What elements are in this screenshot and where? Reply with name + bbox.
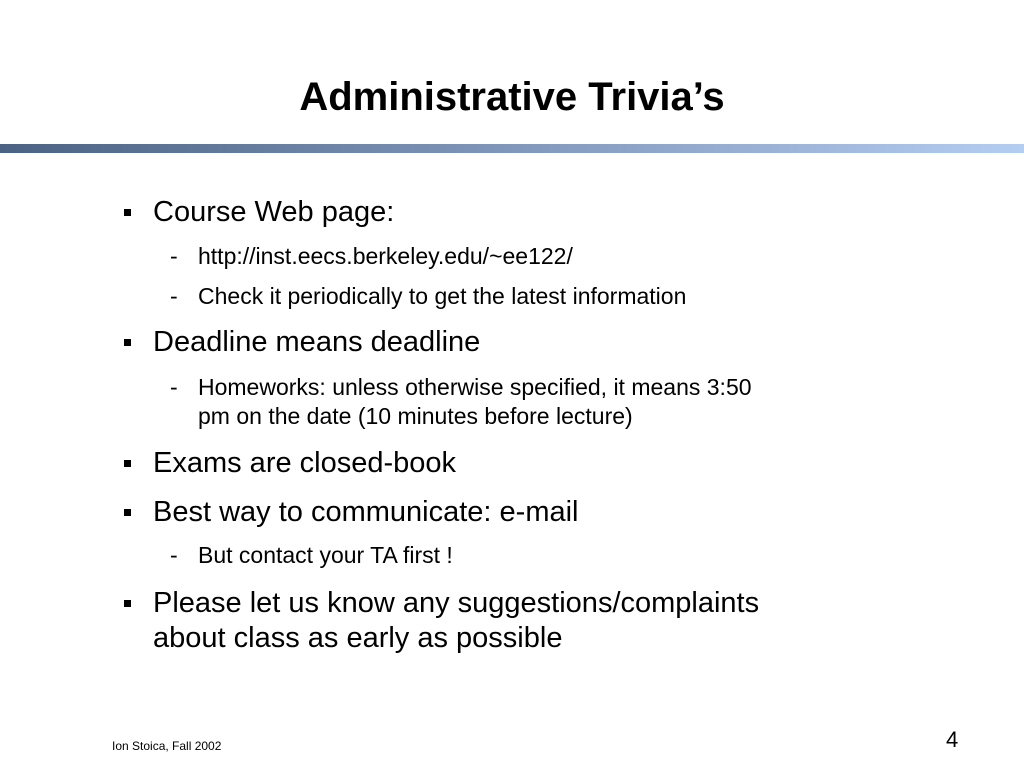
square-bullet-icon <box>124 460 131 467</box>
dash-bullet-icon: - <box>170 283 178 309</box>
bullet-deadline: Deadline means deadline <box>153 326 481 358</box>
dash-bullet-icon: - <box>170 243 178 269</box>
bullet-communicate: Best way to communicate: e-mail <box>153 496 579 528</box>
bullet-suggestions-line2: about class as early as possible <box>153 622 563 654</box>
sub-bullet-url: http://inst.eecs.berkeley.edu/~ee122/ <box>198 243 573 269</box>
bullet-suggestions-line1: Please let us know any suggestions/complaints <box>153 587 760 619</box>
square-bullet-icon <box>124 209 131 216</box>
sub-bullet-contact-ta: But contact your TA first ! <box>198 542 453 568</box>
page-number: 4 <box>946 727 959 752</box>
slide-title: Administrative Trivia’s <box>299 75 725 119</box>
dash-bullet-icon: - <box>170 374 178 400</box>
square-bullet-icon <box>124 509 131 516</box>
bullet-exams: Exams are closed-book <box>153 447 457 479</box>
bullet-course-web-page: Course Web page: <box>153 196 395 228</box>
dash-bullet-icon: - <box>170 542 178 568</box>
sub-bullet-check-periodically: Check it periodically to get the latest information <box>198 283 687 309</box>
sub-bullet-homeworks-line1: Homeworks: unless otherwise specified, it means 3:50 <box>198 374 752 400</box>
sub-bullet-homeworks-line2: pm on the date (10 minutes before lecture) <box>198 403 633 429</box>
footer-author: Ion Stoica, Fall 2002 <box>112 739 222 753</box>
square-bullet-icon <box>124 339 131 346</box>
square-bullet-icon <box>124 600 131 607</box>
